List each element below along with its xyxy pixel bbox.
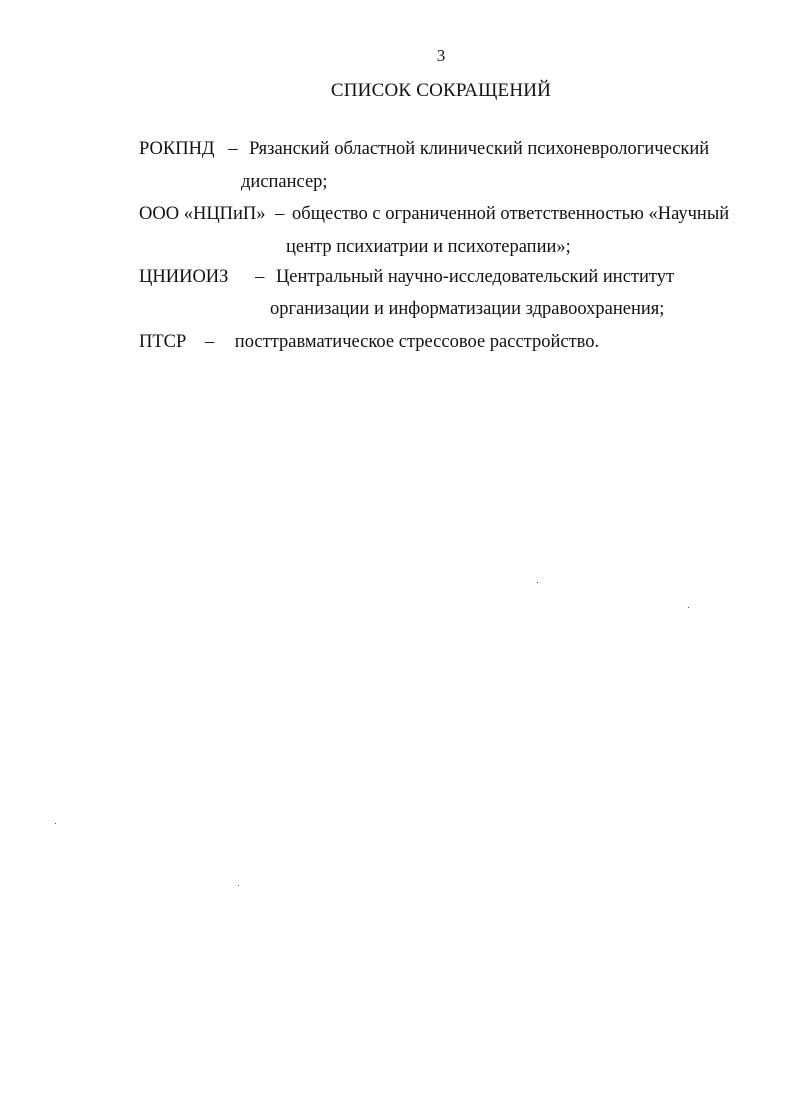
abbreviation-definition: Рязанский областной клинический психоневрологический <box>249 139 710 159</box>
abbreviation-term: ООО «НЦПиП» <box>139 204 266 224</box>
abbreviation-definition-continued: организации и информатизации здравоохранения; <box>270 299 665 319</box>
abbreviation-entry-ptsr <box>139 333 599 352</box>
abbreviation-definition: Центральный научно-исследовательский институт <box>275 267 675 287</box>
scan-speck <box>537 582 538 583</box>
abbreviation-dash: – <box>255 267 265 287</box>
abbreviation-entry-rokpnd <box>139 140 709 159</box>
scan-speck <box>238 885 239 886</box>
abbreviation-term: РОКПНД <box>139 139 215 159</box>
abbreviation-definition-continued: центр психиатрии и психотерапии»; <box>286 237 571 257</box>
abbreviation-entry-cniioiz <box>139 268 674 287</box>
scan-speck <box>688 607 689 608</box>
abbreviation-dash: – <box>275 204 285 224</box>
abbreviation-term: ЦНИИОИЗ <box>139 267 229 287</box>
abbreviation-dash: – <box>204 332 215 352</box>
abbreviation-definition-continued: диспансер; <box>241 172 328 192</box>
abbreviation-definition: общество с ограниченной ответственностью «Научный <box>292 204 730 224</box>
page-title: СПИСОК СОКРАЩЕНИЙ <box>330 80 552 101</box>
abbreviation-entry-ncpip <box>139 205 729 224</box>
abbreviation-definition: посттравматическое стрессовое расстройство. <box>234 332 600 352</box>
abbreviation-dash: – <box>228 139 238 159</box>
scan-speck <box>55 823 56 824</box>
abbreviation-term: ПТСР <box>139 332 187 352</box>
page-number: 3 <box>436 46 446 65</box>
